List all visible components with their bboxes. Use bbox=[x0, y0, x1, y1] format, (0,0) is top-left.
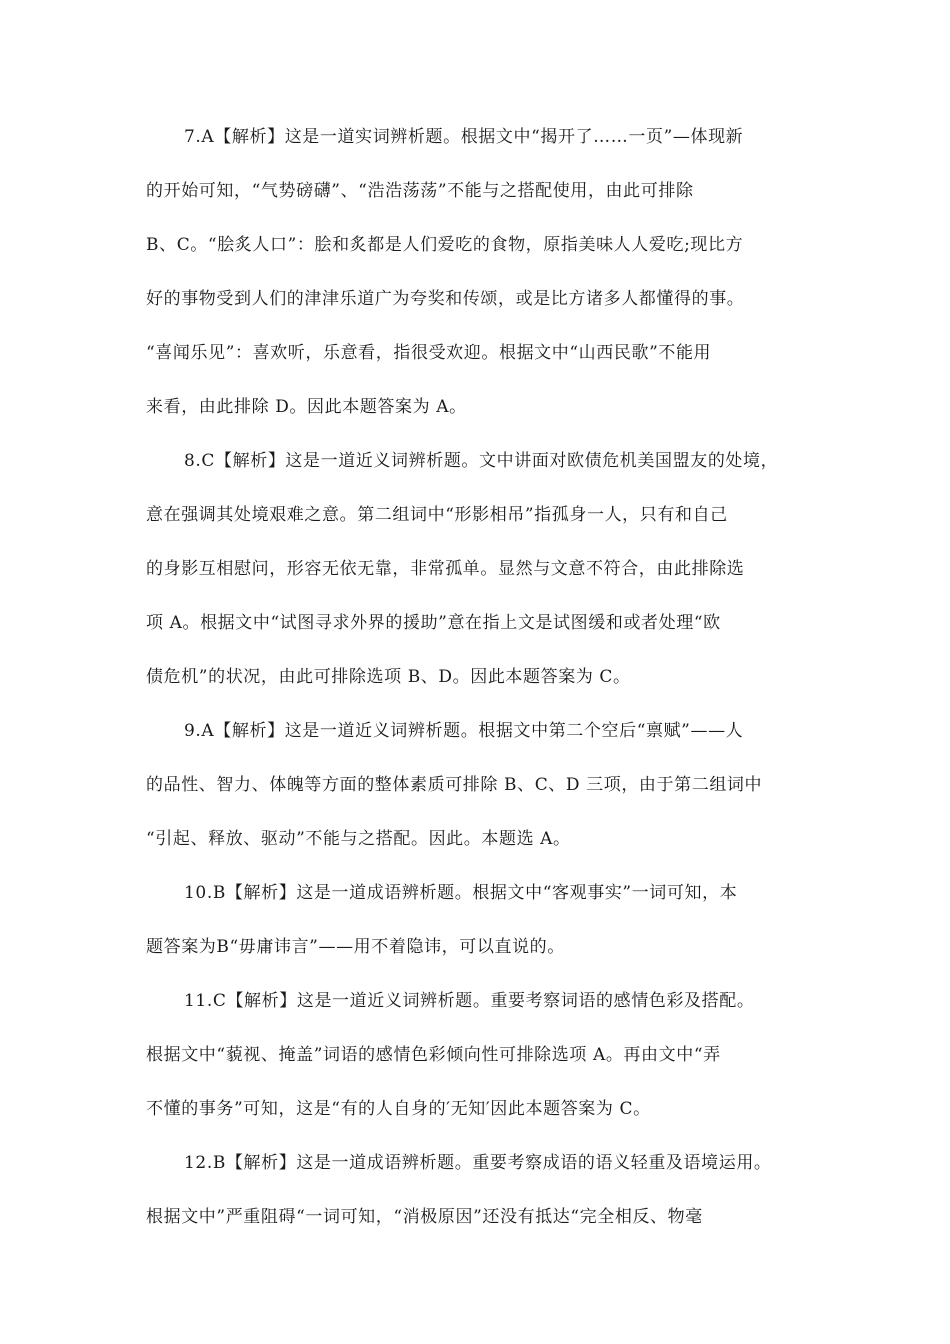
paragraph-12-line-2: 根据文中”严重阻碍“一词可知，“消极原因”还没有抵达“完全相反、物毫 bbox=[146, 1207, 703, 1227]
paragraph-11-line-3: 不懂的事务”可知，这是“有的人自身的′无知′因此本题答案为 C。 bbox=[146, 1099, 651, 1119]
paragraph-8-line-3: 的身影互相慰问，形容无依无靠，非常孤单。显然与文意不符合，由此排除选 bbox=[146, 559, 745, 579]
paragraph-8-line-5: 债危机”的状况，由此可排除选项 B、D。因此本题答案为 C。 bbox=[146, 667, 631, 687]
paragraph-7-line-5: “喜闻乐见”：喜欢听，乐意看，指很受欢迎。根据文中“山西民歌”不能用 bbox=[146, 343, 712, 363]
paragraph-12-line-1: 12.B【解析】这是一道成语辨析题。重要考察成语的语义轻重及语境运用。 bbox=[184, 1153, 772, 1173]
paragraph-9-line-3: “引起、释放、驱动”不能与之搭配。因此。本题选 A。 bbox=[146, 829, 571, 849]
paragraph-11-line-1: 11.C【解析】这是一道近义词辨析题。重要考察词语的感情色彩及搭配。 bbox=[184, 991, 755, 1011]
paragraph-10-line-1: 10.B【解析】这是一道成语辨析题。根据文中“客观事实”一词可知，本 bbox=[184, 883, 738, 903]
paragraph-7-line-2: 的开始可知，“气势磅礴”、“浩浩荡荡”不能与之搭配使用，由此可排除 bbox=[146, 181, 694, 201]
paragraph-11-line-2: 根据文中“藐视、掩盖”词语的感情色彩倾向性可排除选项 A。再由文中“弄 bbox=[146, 1045, 721, 1065]
paragraph-9-line-2: 的品性、智力、体魄等方面的整体素质可排除 B、C、D 三项，由于第二组词中 bbox=[146, 775, 763, 795]
paragraph-7-line-3: B、C。“脍炙人口”：脍和炙都是人们爱吃的食物，原指美味人人爱吃;现比方 bbox=[146, 235, 744, 255]
paragraph-8-line-1: 8.C【解析】这是一道近义词辨析题。文中讲面对欧债危机美国盟友的处境， bbox=[184, 451, 779, 471]
paragraph-9-line-1: 9.A【解析】这是一道近义词辨析题。根据文中第二个空后“禀赋”——人 bbox=[184, 721, 744, 741]
paragraph-7-line-1: 7.A【解析】这是一道实词辨析题。根据文中“揭开了……一页”—体现新 bbox=[184, 127, 744, 147]
paragraph-8-line-4: 项 A。根据文中“试图寻求外界的援助”意在指上文是试图缓和或者处理“欧 bbox=[146, 613, 721, 633]
paragraph-7-line-6: 来看，由此排除 D。因此本题答案为 A。 bbox=[146, 397, 467, 417]
paragraph-7-line-4: 好的事物受到人们的津津乐道广为夸奖和传颂，或是比方诸多人都懂得的事。 bbox=[146, 289, 745, 309]
paragraph-10-line-2: 题答案为B“毋庸讳言”——用不着隐讳，可以直说的。 bbox=[146, 937, 565, 957]
paragraph-8-line-2: 意在强调其处境艰难之意。第二组词中“形影相吊”指孤身一人，只有和自己 bbox=[146, 505, 728, 525]
document-body bbox=[146, 117, 816, 1251]
